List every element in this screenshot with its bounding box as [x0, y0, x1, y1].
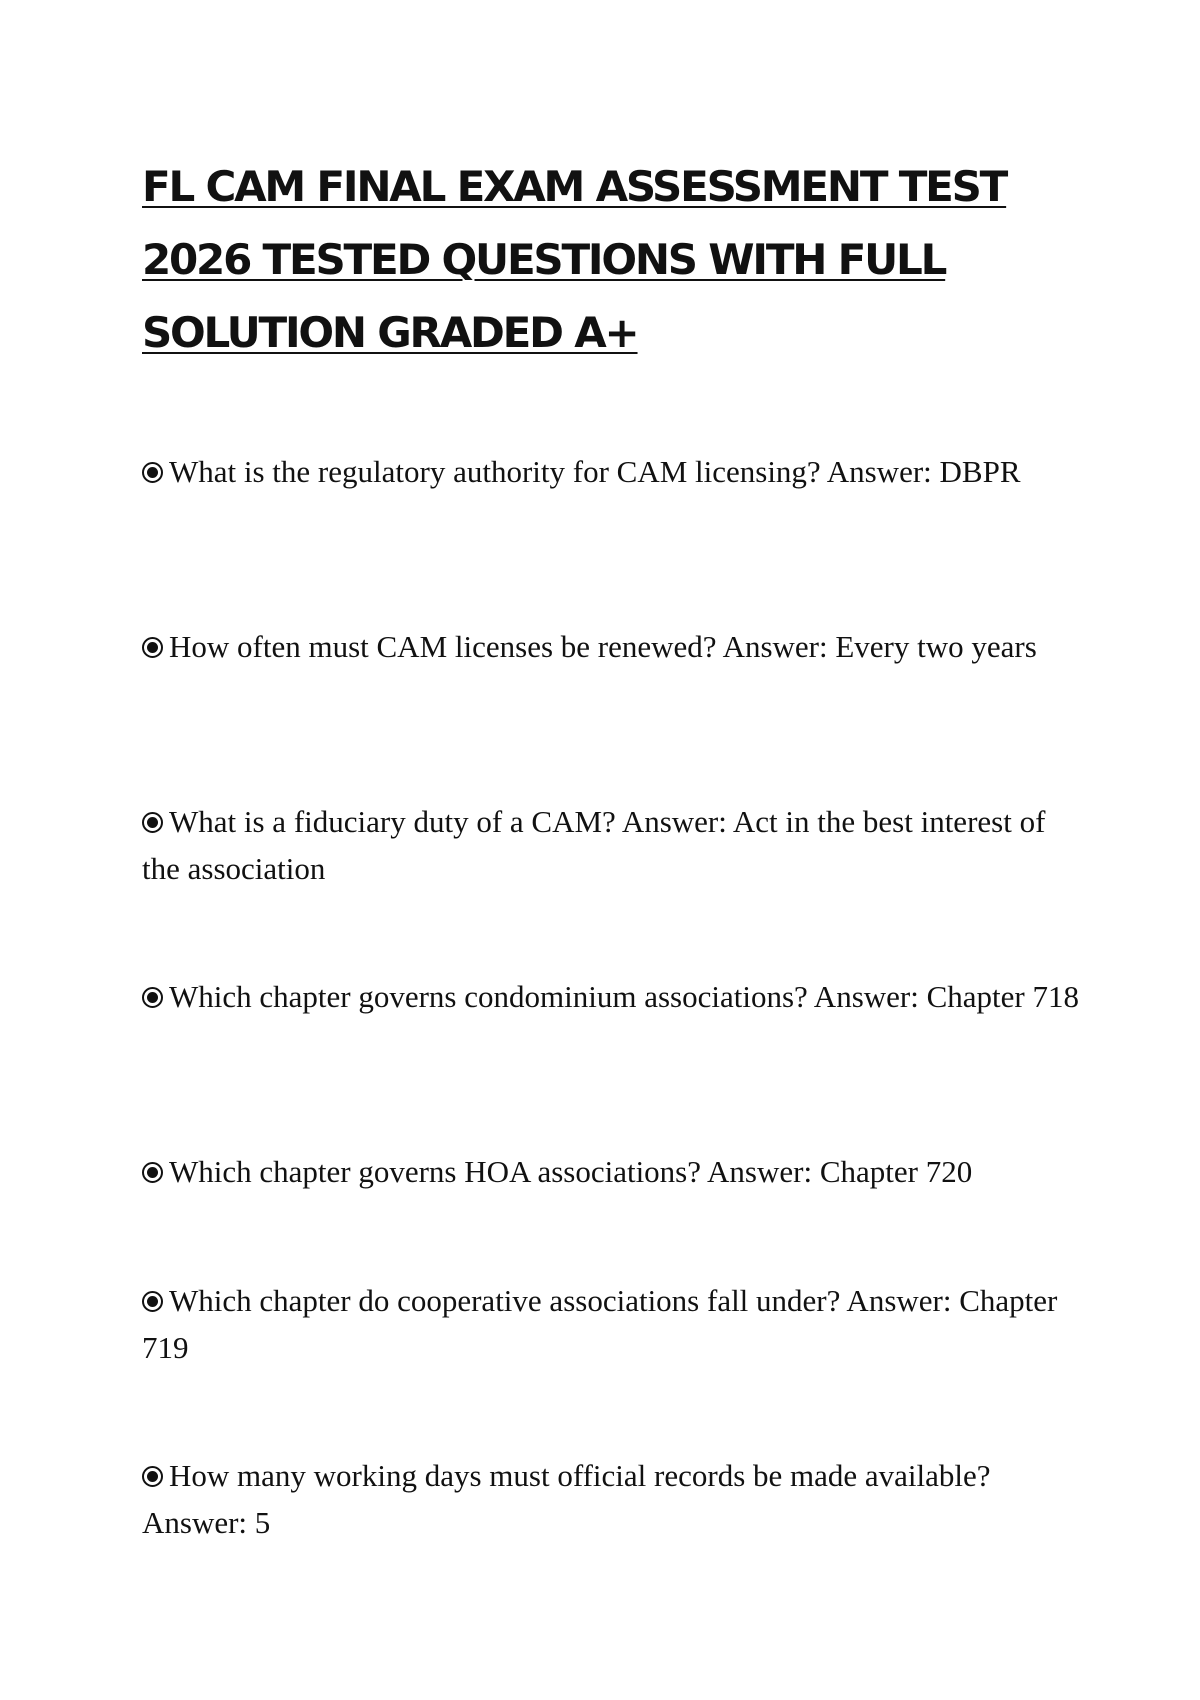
- question-item: [142, 973, 1082, 1020]
- question-text: How many working days must official records be made available? Answer: 5: [142, 1458, 991, 1540]
- question-text: How often must CAM licenses be renewed? Answer: Every two years: [169, 629, 1037, 664]
- radio-bullet-icon: [142, 462, 163, 483]
- document-title: FL CAM FINAL EXAM ASSESSMENT TEST 2026 TESTED QUESTIONS WITH FULL SOLUTION GRADED A+: [142, 162, 1007, 357]
- question-text: What is a fiduciary duty of a CAM? Answer: Act in the best interest of the association: [142, 804, 1046, 886]
- question-item: [142, 798, 1082, 892]
- question-text: What is the regulatory authority for CAM licensing? Answer: DBPR: [169, 454, 1021, 489]
- question-item: [142, 1277, 1082, 1371]
- radio-bullet-icon: [142, 637, 163, 658]
- question-item: [142, 623, 1082, 670]
- radio-bullet-icon: [142, 1291, 163, 1312]
- radio-bullet-icon: [142, 987, 163, 1008]
- question-item: [142, 1148, 1082, 1195]
- radio-bullet-icon: [142, 812, 163, 833]
- question-item: [142, 1452, 1082, 1546]
- question-text: Which chapter do cooperative associations fall under? Answer: Chapter 719: [142, 1283, 1058, 1365]
- radio-bullet-icon: [142, 1162, 163, 1183]
- question-text: Which chapter governs HOA associations? Answer: Chapter 720: [169, 1154, 973, 1189]
- question-text: Which chapter governs condominium associations? Answer: Chapter 718: [169, 979, 1079, 1014]
- question-item: [142, 448, 1082, 495]
- radio-bullet-icon: [142, 1466, 163, 1487]
